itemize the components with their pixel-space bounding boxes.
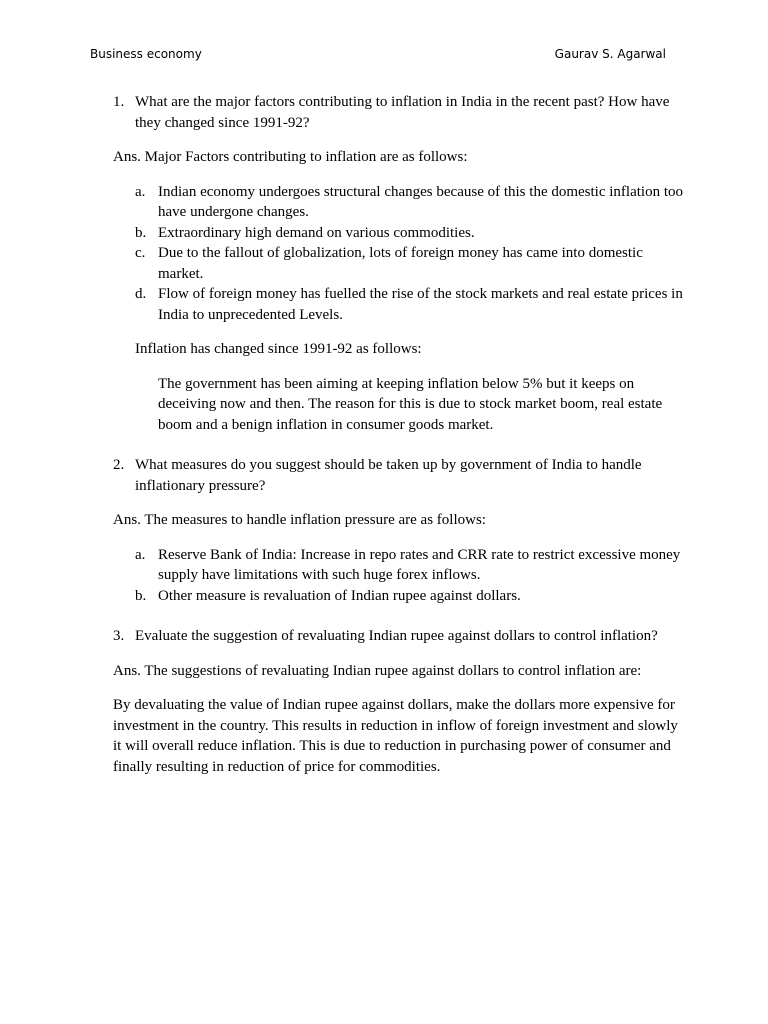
list-item	[113, 545, 683, 586]
list-item-text: Reserve Bank of India: Increase in repo rates and CRR rate to restrict excessive money supply have limitations with such huge forex inflows.	[158, 546, 681, 583]
list-marker: d.	[135, 286, 147, 302]
question-2	[113, 455, 683, 496]
question-number: 3.	[113, 628, 125, 644]
question-text: What measures do you suggest should be taken up by government of India to handle inflationary pressure?	[135, 457, 642, 494]
change-text: The government has been aiming at keeping inflation below 5% but it keeps on deceiving now and then. The reason for this is due to stock market boom, real estate boom and a benign inflation in consumer goods market.	[158, 375, 663, 433]
question-text: What are the major factors contributing to inflation in India in the recent past? How have they changed since 1991-92?	[135, 94, 670, 131]
question-3	[113, 626, 683, 647]
factor-list	[113, 182, 683, 326]
list-item-text: Indian economy undergoes structural changes because of this the domestic inflation too have undergone changes.	[158, 183, 683, 220]
list-item-text: Extraordinary high demand on various commodities.	[158, 224, 475, 241]
document-body	[113, 92, 683, 791]
list-item	[113, 182, 683, 223]
list-item	[113, 243, 683, 284]
list-item	[113, 223, 683, 244]
list-item-text: Flow of foreign money has fuelled the rise of the stock markets and real estate prices in India to unprecedented Levels.	[158, 286, 683, 323]
answer-intro: Ans. Major Factors contributing to inflation are as follows:	[113, 149, 468, 165]
list-marker: b.	[135, 224, 147, 241]
answer-intro: Ans. The suggestions of revaluating Indian rupee against dollars to control inflation are:	[113, 662, 642, 679]
list-marker: c.	[135, 245, 146, 261]
list-marker: a.	[135, 546, 146, 563]
answer-text: By devaluating the value of Indian rupee against dollars, make the dollars more expensive for investment in the country. This results in reduction in inflow of foreign investment and slowly it will overall reduce inflation. This is due to reduction in purchasing power of consumer and finally resulting in reduction of price for commodities.	[113, 697, 678, 775]
list-marker: a.	[135, 183, 146, 200]
question-number: 2.	[113, 457, 125, 473]
answer-intro: Ans. The measures to handle inflation pressure are as follows:	[113, 512, 486, 528]
change-intro: Inflation has changed since 1991-92 as follows:	[135, 341, 422, 357]
page-header	[90, 47, 666, 65]
header-subject: Business economy	[90, 47, 202, 61]
question-1	[113, 92, 683, 133]
list-marker: b.	[135, 587, 147, 604]
header-author: Gaurav S. Agarwal	[554, 47, 666, 61]
list-item	[113, 284, 683, 325]
measure-list	[113, 545, 683, 607]
question-number: 1.	[113, 94, 125, 110]
question-text: Evaluate the suggestion of revaluating Indian rupee against dollars to control inflation?	[135, 628, 658, 644]
list-item-text: Due to the fallout of globalization, lots of foreign money has came into domestic market.	[158, 245, 643, 282]
list-item	[113, 586, 683, 607]
list-item-text: Other measure is revaluation of Indian rupee against dollars.	[158, 587, 521, 604]
